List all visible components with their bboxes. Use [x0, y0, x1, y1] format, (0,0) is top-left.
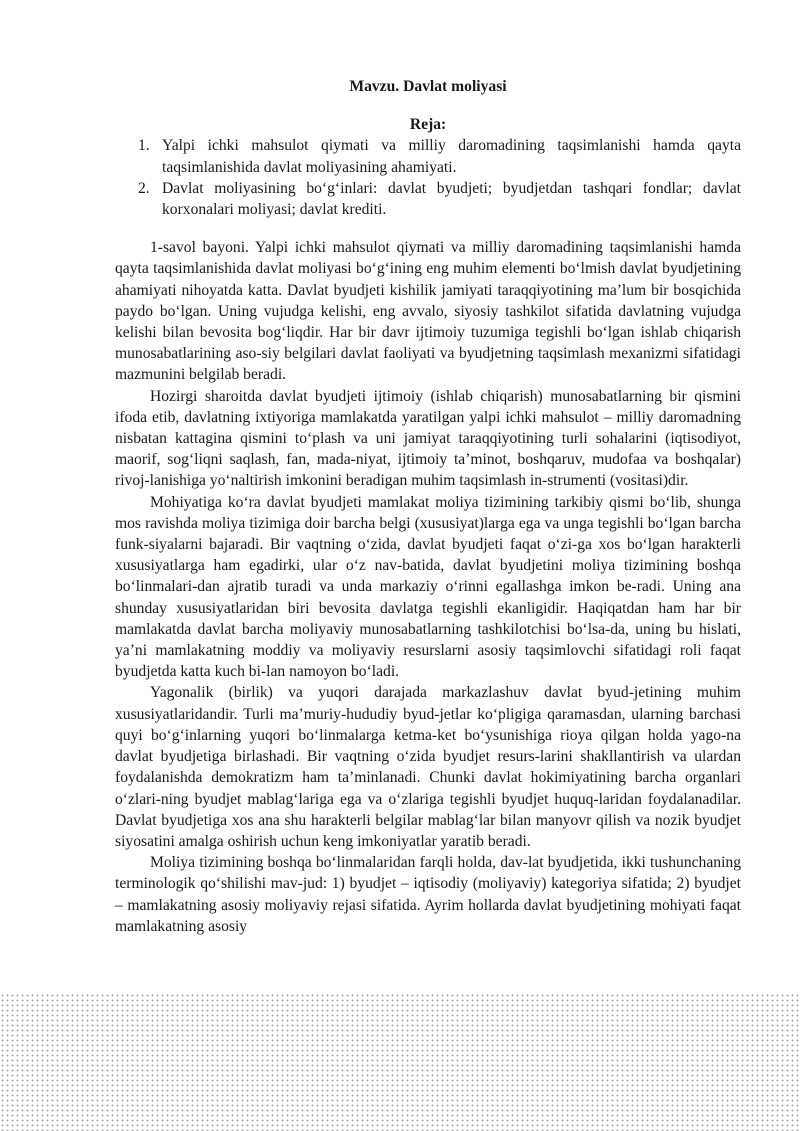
- paragraph: Yagonalik (birlik) va yuqori darajada markazlashuv davlat byud-jetining muhim xususiyatlaridandir. Turli ma’muriy-hududiy byud-jetlar ko‘pligiga qaramasdan, ularning barchasi quyi bo‘g‘inlarning yuqori bo‘linmalarga ketma-ket bo‘ysunishiga rioya qilgan holda yago-na davlat byudjetiga birlashadi. Bir vaqtning o‘zida byudjet resurs-larini shakllantirish va ulardan foydalanishda demokratizm ham ta’minlanadi. Chunki davlat hokimiyatining barcha organlari o‘zlari-ning byudjet mablag‘lariga ega va o‘zlariga tegishli byudjet huquq-laridan foydalanadilar. Davlat byudjetiga xos ana shu harakterli belgilar mablag‘lar bilan manyovr qilish va nozik byudjet siyosatini amalga oshirish uchun keng imkoniyatlar yaratib beradi.: [115, 684, 741, 850]
- paragraph: 1-savol bayoni. Yalpi ichki mahsulot qiymati va milliy daromadining taqsimlanishi hamda qayta taqsimlanishida davlat moliyasi bo‘g‘ining eng muhim elementi bo‘lmish davlat byudjetining ahamiyati nihoyatda katta. Davlat byudjeti kishilik jamiyati taraqqiyotining ma’lum bir bosqichida paydo bo‘lgan. Uning vujudga kelishi, eng avvalo, siyosiy tashkilot sifatida davlatning vujudga kelishi bilan bevosita bog‘liqdir. Har bir davr ijtimoiy tuzumiga tegishli bo‘lgan ishlab chiqarish munosabatlarining aso-siy belgilari davlat faoliyati va byudjetning taqsimlash mexanizmi sifatidagi mazmunini belgilab beradi.: [115, 239, 741, 384]
- plan-item: [138, 178, 741, 220]
- plan-list: [115, 135, 741, 220]
- preview-dotted-overlay: [0, 993, 800, 1131]
- document-body: [115, 76, 741, 937]
- paragraph: Hozirgi sharoitda davlat byudjeti ijtimoiy (ishlab chiqarish) munosabatlarning bir qismini ifoda etib, davlatning ixtiyoriga mamlakatda yaratilgan yalpi ichki mahsulot – milliy daromadning nisbatan kattagina qismini to‘plash va uni jamiyat taraqqiyotining turli sohalarini (iqtisodiyot, maorif, sog‘liqni saqlash, fan, mada-niyat, ijtimoiy ta’minot, boshqaruv, mudofaa va boshqalar) rivoj-lanishiga yo‘naltirish imkonini beradigan muhim taqsimlash in-strumenti (vositasi)dir.: [115, 387, 741, 490]
- plan-item-number: 1.: [138, 137, 150, 155]
- page-title: Mavzu. Davlat moliyasi: [349, 78, 507, 95]
- preview-fade-overlay: [0, 993, 800, 1131]
- plan-item: [138, 135, 741, 177]
- paragraph: Moliya tizimining boshqa bo‘linmalaridan farqli holda, dav-lat byudjetida, ikki tushunchaning terminologik qo‘shilishi mav-jud: 1) byudjet – iqtisodiy (moliyaviy) kategoriya sifatida; 2) byudjet – mamlakatning asosiy moliyaviy rejasi sifatida. Ayrim hollarda davlat byudjetining mohiyati faqat mamlakatning asosiy: [115, 854, 741, 935]
- plan-item-text: Yalpi ichki mahsulot qiymati va milliy daromadining taqsimlanishi hamda qayta taqsimlanishida davlat moliyasining ahamiyati.: [162, 137, 741, 176]
- plan-item-text: Davlat moliyasining bo‘g‘inlari: davlat byudjeti; byudjetdan tashqari fondlar; davlat korxonalari moliyasi; davlat krediti.: [162, 179, 741, 219]
- paragraph: Mohiyatiga ko‘ra davlat byudjeti mamlakat moliya tizimining tarkibiy qismi bo‘lib, shunga mos ravishda moliya tizimiga doir barcha belgi (xususiyat)larga ega va unga tegishli bo‘lgan barcha funk-siyalarni bajaradi. Bir vaqtning o‘zida, davlat byudjeti faqat o‘zi-ga xos bo‘lgan harakterli xususiyatlarga ham egadirki, ular o‘z nav-batida, davlat byudjetini moliya tizimining boshqa bo‘linmalari-dan ajratib turadi va unda markaziy o‘rinni egallashga imkon be-radi. Uning ana shunday xususiyatlaridan biri bevosita davlatga tegishli ekanligidir. Haqiqatdan ham har bir mamlakatda davlat barcha moliyaviy munosabatlarning tashkilotchisi bo‘lsa-da, uning bu hislati, ya’ni mamlakatning moddiy va moliyaviy resurslarni asosiy taqsimlovchi sifatidagi roli faqat byudjetda katta kuch bi-lan namoyon bo‘ladi.: [115, 493, 741, 681]
- plan-item-number: 2.: [138, 179, 150, 197]
- plan-heading: Reja:: [409, 116, 447, 134]
